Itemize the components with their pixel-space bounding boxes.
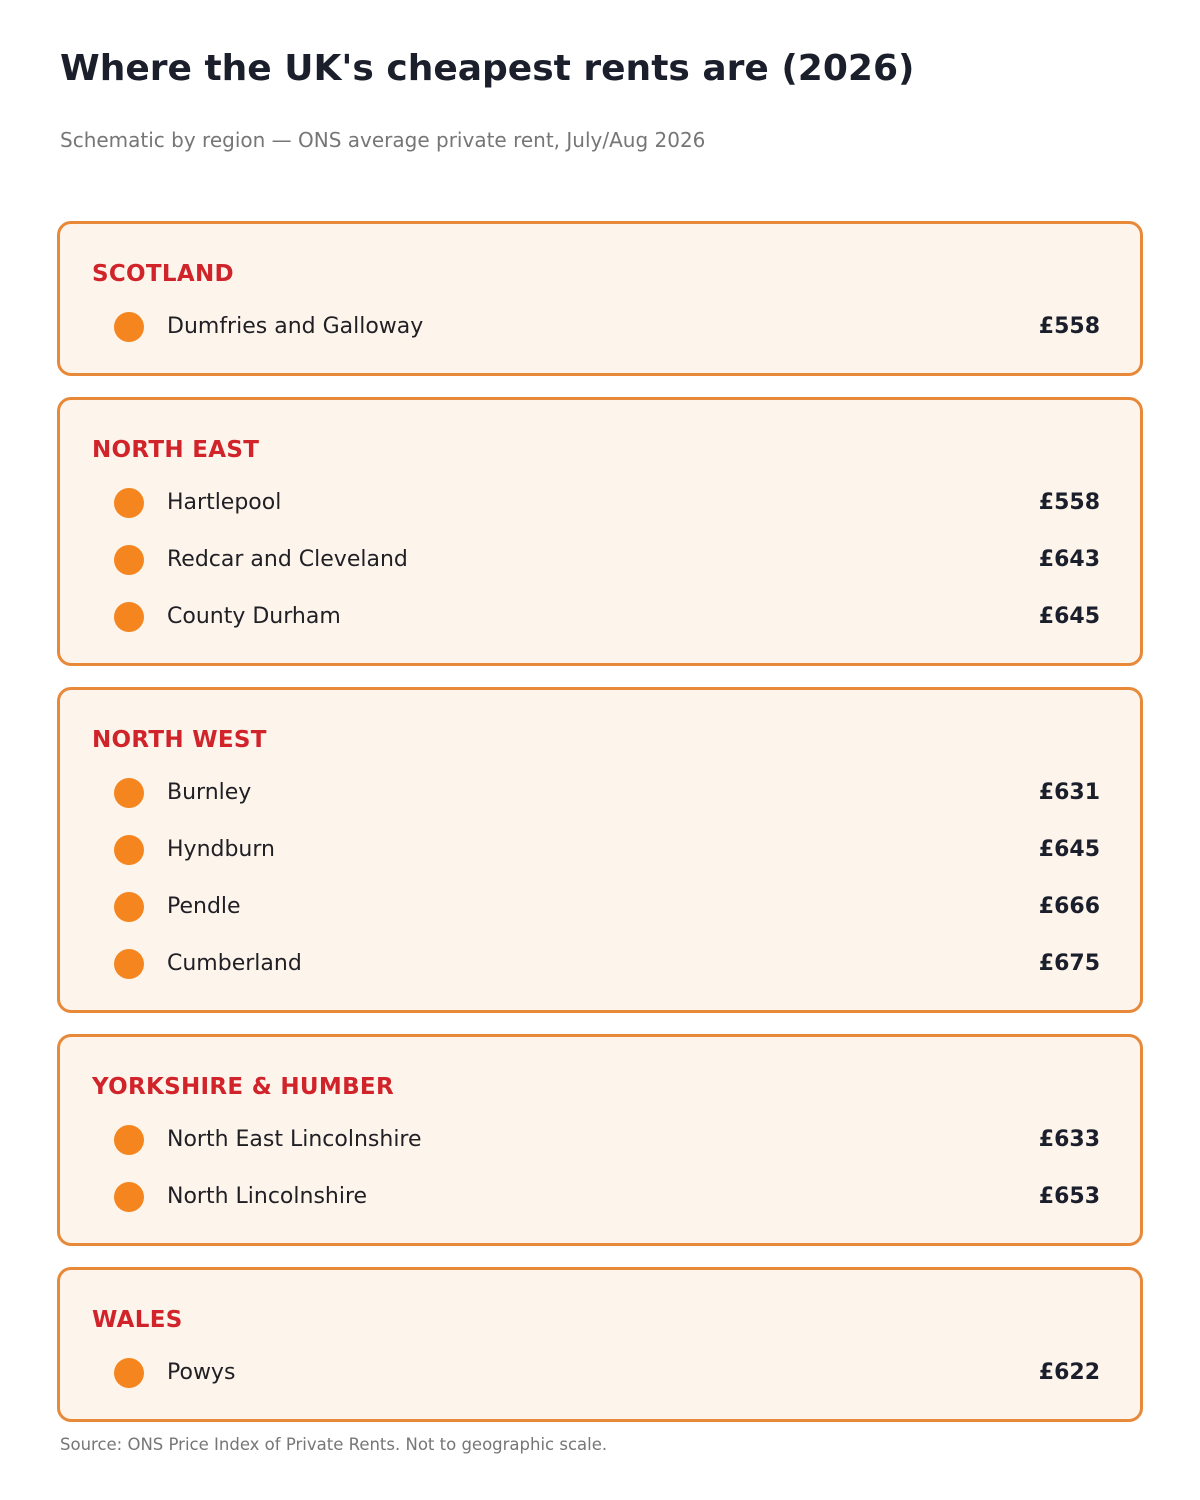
- place-row: [92, 1111, 1100, 1168]
- place-row: [92, 298, 1100, 355]
- place-row: [92, 531, 1100, 588]
- place-name: Burnley: [167, 780, 252, 805]
- place-dot-icon: [114, 602, 144, 632]
- region-card: [57, 221, 1143, 376]
- region-heading: SCOTLAND: [92, 261, 234, 287]
- place-row: [92, 764, 1100, 821]
- place-rent: £631: [1038, 780, 1100, 805]
- place-dot-icon: [114, 1358, 144, 1388]
- place-rent: £645: [1038, 604, 1100, 629]
- region-card: [57, 397, 1143, 666]
- place-dot-icon: [114, 312, 144, 342]
- place-rent: £633: [1038, 1127, 1100, 1152]
- place-rent: £558: [1038, 314, 1100, 339]
- place-rent: £675: [1038, 951, 1100, 976]
- region-card: [57, 1267, 1143, 1422]
- place-name: County Durham: [167, 604, 341, 629]
- place-rent: £622: [1038, 1360, 1100, 1385]
- place-name: North Lincolnshire: [167, 1184, 368, 1209]
- place-row: [92, 1344, 1100, 1401]
- place-dot-icon: [114, 488, 144, 518]
- place-rent: £558: [1038, 490, 1100, 515]
- region-card: [57, 687, 1143, 1013]
- place-name: North East Lincolnshire: [167, 1127, 422, 1152]
- place-name: Dumfries and Galloway: [167, 314, 424, 339]
- region-card: [57, 1034, 1143, 1246]
- place-row: [92, 878, 1100, 935]
- page-subtitle: Schematic by region — ONS average private rent, July/Aug 2026: [60, 128, 706, 152]
- place-rent: £666: [1038, 894, 1100, 919]
- place-rent: £653: [1038, 1184, 1100, 1209]
- place-rent: £645: [1038, 837, 1100, 862]
- page-title: Where the UK's cheapest rents are (2026): [60, 48, 915, 89]
- place-dot-icon: [114, 545, 144, 575]
- place-row: [92, 588, 1100, 645]
- place-dot-icon: [114, 1125, 144, 1155]
- place-row: [92, 821, 1100, 878]
- place-name: Hyndburn: [167, 837, 275, 862]
- region-heading: WALES: [92, 1307, 183, 1333]
- place-dot-icon: [114, 1182, 144, 1212]
- place-dot-icon: [114, 949, 144, 979]
- place-dot-icon: [114, 778, 144, 808]
- region-heading: NORTH EAST: [92, 437, 260, 463]
- place-dot-icon: [114, 892, 144, 922]
- place-row: [92, 935, 1100, 992]
- region-heading: YORKSHIRE & HUMBER: [92, 1074, 394, 1100]
- place-rent: £643: [1038, 547, 1100, 572]
- place-name: Hartlepool: [167, 490, 282, 515]
- source-note: Source: ONS Price Index of Private Rents. Not to geographic scale.: [60, 1435, 608, 1454]
- place-row: [92, 1168, 1100, 1225]
- place-name: Pendle: [167, 894, 241, 919]
- place-dot-icon: [114, 835, 144, 865]
- place-row: [92, 474, 1100, 531]
- place-name: Cumberland: [167, 951, 302, 976]
- region-list: [57, 221, 1143, 1443]
- place-name: Powys: [167, 1360, 236, 1385]
- place-name: Redcar and Cleveland: [167, 547, 408, 572]
- region-heading: NORTH WEST: [92, 727, 267, 753]
